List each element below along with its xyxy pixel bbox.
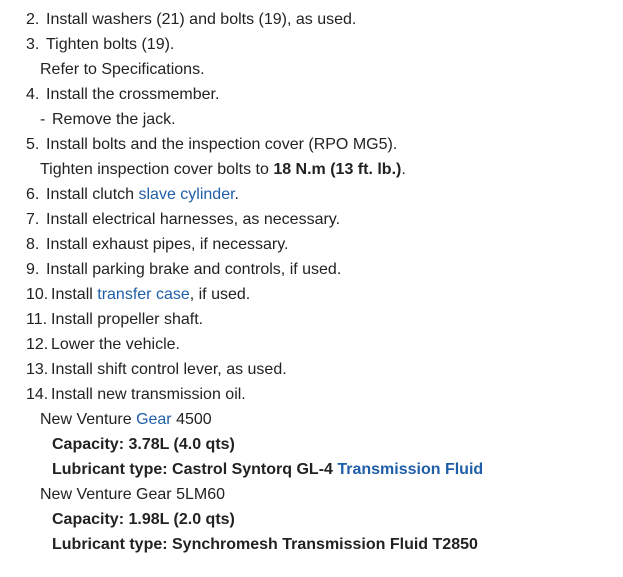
slave-cylinder-link[interactable]: slave cylinder <box>138 186 235 203</box>
step-text: Install new transmission oil. <box>51 386 246 403</box>
lubricant-prefix: Lubricant type: Castrol Syntorq GL-4 <box>52 461 338 478</box>
step-number: 3. <box>26 36 40 53</box>
lubricant-text: Lubricant type: Synchromesh Transmission Fluid T2850 <box>52 536 478 553</box>
step-number: 10. <box>26 286 49 303</box>
step-number: 14. <box>26 386 49 403</box>
step-text: Lower the vehicle. <box>51 336 180 353</box>
transmission-name-before: New Venture <box>40 411 137 428</box>
step-note: Refer to Specifications. <box>40 61 205 78</box>
step-text: Install propeller shaft. <box>51 311 204 328</box>
step-text: Install the crossmember. <box>46 86 220 103</box>
torque-note <box>40 157 406 182</box>
step-number: 5. <box>26 136 40 153</box>
step-number: 6. <box>26 186 40 203</box>
bullet-text: Remove the jack. <box>52 111 176 128</box>
transmission-name <box>40 407 212 432</box>
step-text-after: . <box>234 186 239 203</box>
step-text: Install washers (21) and bolts (19), as used. <box>46 11 357 28</box>
gear-link[interactable]: Gear <box>136 411 172 428</box>
torque-note-prefix: Tighten inspection cover bolts to <box>40 161 274 178</box>
step-number: 4. <box>26 86 40 103</box>
step-text <box>51 282 250 307</box>
step-number: 8. <box>26 236 40 253</box>
step-text: Install exhaust pipes, if necessary. <box>46 236 289 253</box>
bullet-dash: - <box>40 111 46 128</box>
capacity-text: Capacity: 1.98L (2.0 qts) <box>52 511 235 528</box>
step-text-after: , if used. <box>189 286 251 303</box>
step-number: 11. <box>26 311 48 328</box>
transmission-fluid-link[interactable]: Transmission Fluid <box>337 461 484 478</box>
step-text: Install parking brake and controls, if used. <box>46 261 342 278</box>
transmission-name-after: 4500 <box>171 411 212 428</box>
transmission-name: New Venture Gear 5LM60 <box>40 486 225 503</box>
lubricant-text <box>52 457 483 482</box>
step-text-before: Install <box>51 286 98 303</box>
step-number: 13. <box>26 361 49 378</box>
step-number: 2. <box>26 11 40 28</box>
step-number: 12. <box>26 336 49 353</box>
transfer-case-link[interactable]: transfer case <box>97 286 190 303</box>
step-number: 9. <box>26 261 40 278</box>
step-text: Install shift control lever, as used. <box>51 361 287 378</box>
step-number: 7. <box>26 211 40 228</box>
step-text: Tighten bolts (19). <box>46 36 175 53</box>
torque-value: 18 N.m (13 ft. lb.) <box>273 161 402 178</box>
step-text: Install bolts and the inspection cover (RPO MG5). <box>46 136 398 153</box>
capacity-text: Capacity: 3.78L (4.0 qts) <box>52 436 235 453</box>
step-text <box>46 182 239 207</box>
step-text-before: Install clutch <box>46 186 139 203</box>
torque-note-suffix: . <box>401 161 406 178</box>
step-text: Install electrical harnesses, as necessary. <box>46 211 341 228</box>
